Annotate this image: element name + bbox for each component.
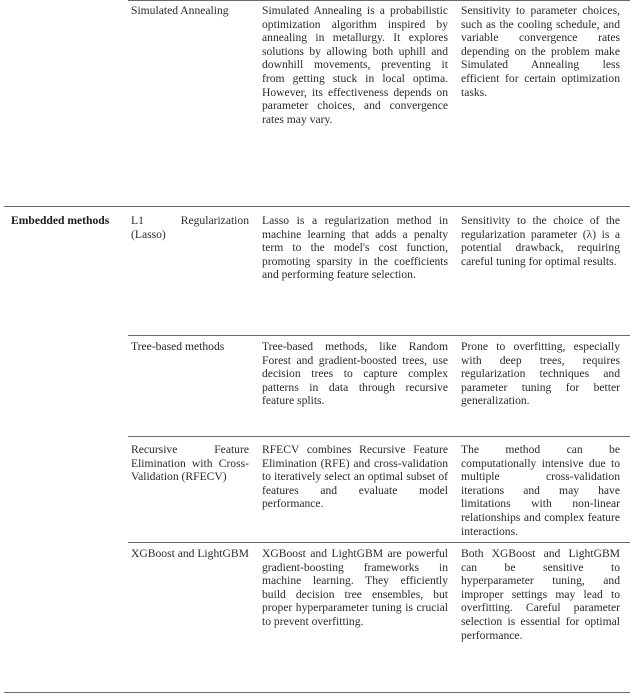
- category-cell: Embedded methods: [11, 214, 110, 227]
- method-cell: XGBoost and LightGBM: [131, 547, 249, 560]
- method-cell: Tree-based methods: [131, 340, 225, 353]
- limitation-cell: Sensitivity to parameter choices, such as the cooling schedule, and variable convergence rates depending on the problem make Simulated Annealing less efficient for certain optimization tasks.: [461, 4, 620, 99]
- limitation-cell: The method can be computationally intensive due to multiple cross-validation iterations and may have limitations with non-linear relationships and complex feature interactions.: [461, 443, 620, 538]
- description-cell: Tree-based methods, like Random Forest and gradient-boosted trees, use decision trees to capture complex patterns in data through recursive feature splits.: [262, 340, 448, 408]
- method-cell: Recursive Feature Elimination with Cross-Validation (RFECV): [131, 443, 249, 484]
- limitation-cell: Prone to overfitting, especially with deep trees, requires regularization techniques and parameter tuning for better generalization.: [461, 340, 620, 408]
- table-rule: [4, 206, 630, 207]
- table-rule: [128, 335, 630, 336]
- table-rule: [128, 436, 630, 437]
- table-rule: [128, 0, 630, 1]
- description-cell: Lasso is a regularization method in machine learning that adds a penalty term to the model's cost function, promoting sparsity in the coefficients and performing feature selection.: [262, 214, 448, 282]
- table-rule: [4, 692, 630, 693]
- description-cell: Simulated Annealing is a probabilistic optimization algorithm inspired by annealing in metallurgy. It explores solutions by allowing both uphill and downhill movements, preventing it from getting stuck in local optima. However, its effectiveness depends on parameter choices, and convergence rates may vary.: [262, 4, 448, 126]
- table-rule: [128, 542, 630, 543]
- method-cell: Simulated Annealing: [131, 4, 229, 17]
- limitation-cell: Sensitivity to the choice of the regularization parameter (λ) is a potential drawback, requiring careful tuning for optimal results.: [461, 214, 620, 268]
- method-cell: L1 Regularization (Lasso): [131, 214, 249, 241]
- description-cell: RFECV combines Recursive Feature Elimination (RFE) and cross-validation to iteratively select an optimal subset of features and evaluate model performance.: [262, 443, 448, 511]
- description-cell: XGBoost and LightGBM are powerful gradient-boosting frameworks in machine learning. They efficiently build decision tree ensembles, but proper hyperparameter tuning is crucial to prevent overfitting.: [262, 547, 448, 628]
- limitation-cell: Both XGBoost and LightGBM can be sensitive to hyperparameter tuning, and improper settings may lead to overfitting. Careful parameter selection is essential for optimal performance.: [461, 547, 620, 642]
